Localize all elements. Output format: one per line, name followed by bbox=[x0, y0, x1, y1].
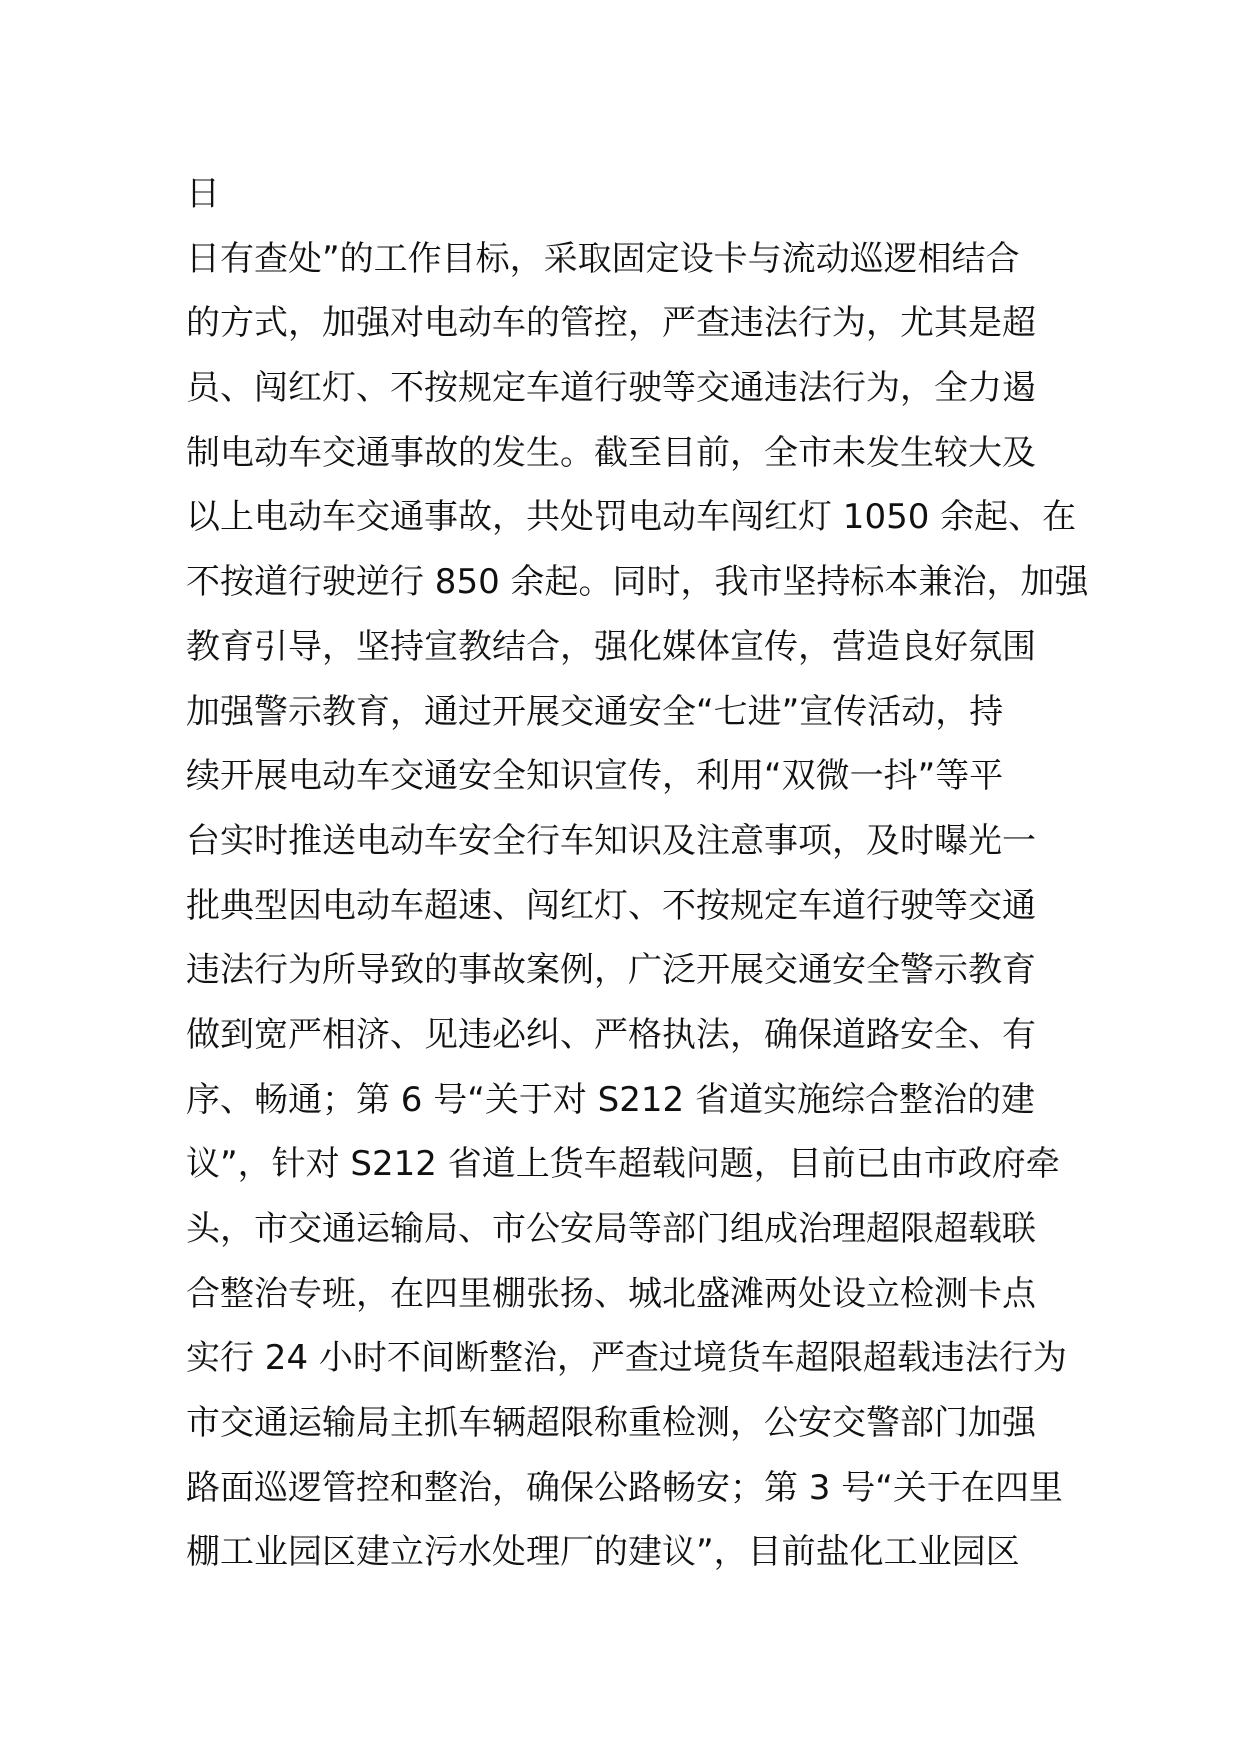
text-line: 议”，针对 S212 省道上货车超载问题，目前已由市政府牵 bbox=[186, 1144, 1060, 1185]
text-line: 教育引导，坚持宣教结合，强化媒体宣传，营造良好氛围 bbox=[186, 626, 1036, 667]
text-line: 路面巡逻管控和整治，确保公路畅安；第 3 号“关于在四里 bbox=[186, 1467, 1063, 1508]
text-line: 头，市交通运输局、市公安局等部门组成治理超限超载联 bbox=[186, 1209, 1036, 1249]
text-line: 日 bbox=[186, 174, 220, 214]
text-line: 序、畅通；第 6 号“关于对 S212 省道实施综合整治的建 bbox=[186, 1079, 1035, 1120]
text-line: 日有查处”的工作目标，采取固定设卡与流动巡逻相结合 bbox=[186, 238, 1020, 279]
text-line: 台实时推送电动车安全行车知识及注意事项，及时曝光一 bbox=[186, 820, 1036, 861]
text-line: 的方式，加强对电动车的管控，严查违法行为，尤其是超 bbox=[186, 303, 1036, 344]
text-line: 员、闯红灯、不按规定车道行驶等交通违法行为，全力遏 bbox=[186, 368, 1036, 409]
text-line: 制电动车交通事故的发生。截至目前，全市未发生较大及 bbox=[186, 432, 1036, 473]
text-line: 续开展电动车交通安全知识宣传，利用“双微一抖”等平 bbox=[186, 756, 1004, 797]
body-text bbox=[186, 162, 1089, 1585]
text-line: 棚工业园区建立污水处理厂的建议”，目前盐化工业园区 bbox=[186, 1532, 1020, 1573]
text-line: 不按道行驶逆行 850 余起。同时，我市坚持标本兼治，加强 bbox=[186, 562, 1089, 603]
text-line: 市交通运输局主抓车辆超限称重检测，公安交警部门加强 bbox=[186, 1403, 1036, 1444]
text-line: 实行 24 小时不间断整治，严查过境货车超限超载违法行为 bbox=[186, 1338, 1067, 1379]
text-line: 批典型因电动车超速、闯红灯、不按规定车道行驶等交通 bbox=[186, 885, 1036, 926]
text-line: 加强警示教育，通过开展交通安全“七进”宣传活动，持 bbox=[186, 691, 1004, 732]
text-line: 做到宽严相济、见违必纠、严格执法，确保道路安全、有 bbox=[186, 1014, 1036, 1055]
text-line: 以上电动车交通事故，共处罚电动车闯红灯 1050 余起、在 bbox=[186, 497, 1077, 538]
text-line: 合整治专班，在四里棚张扬、城北盛滩两处设立检测卡点 bbox=[186, 1273, 1036, 1314]
text-line: 违法行为所导致的事故案例，广泛开展交通安全警示教育 bbox=[186, 950, 1036, 991]
